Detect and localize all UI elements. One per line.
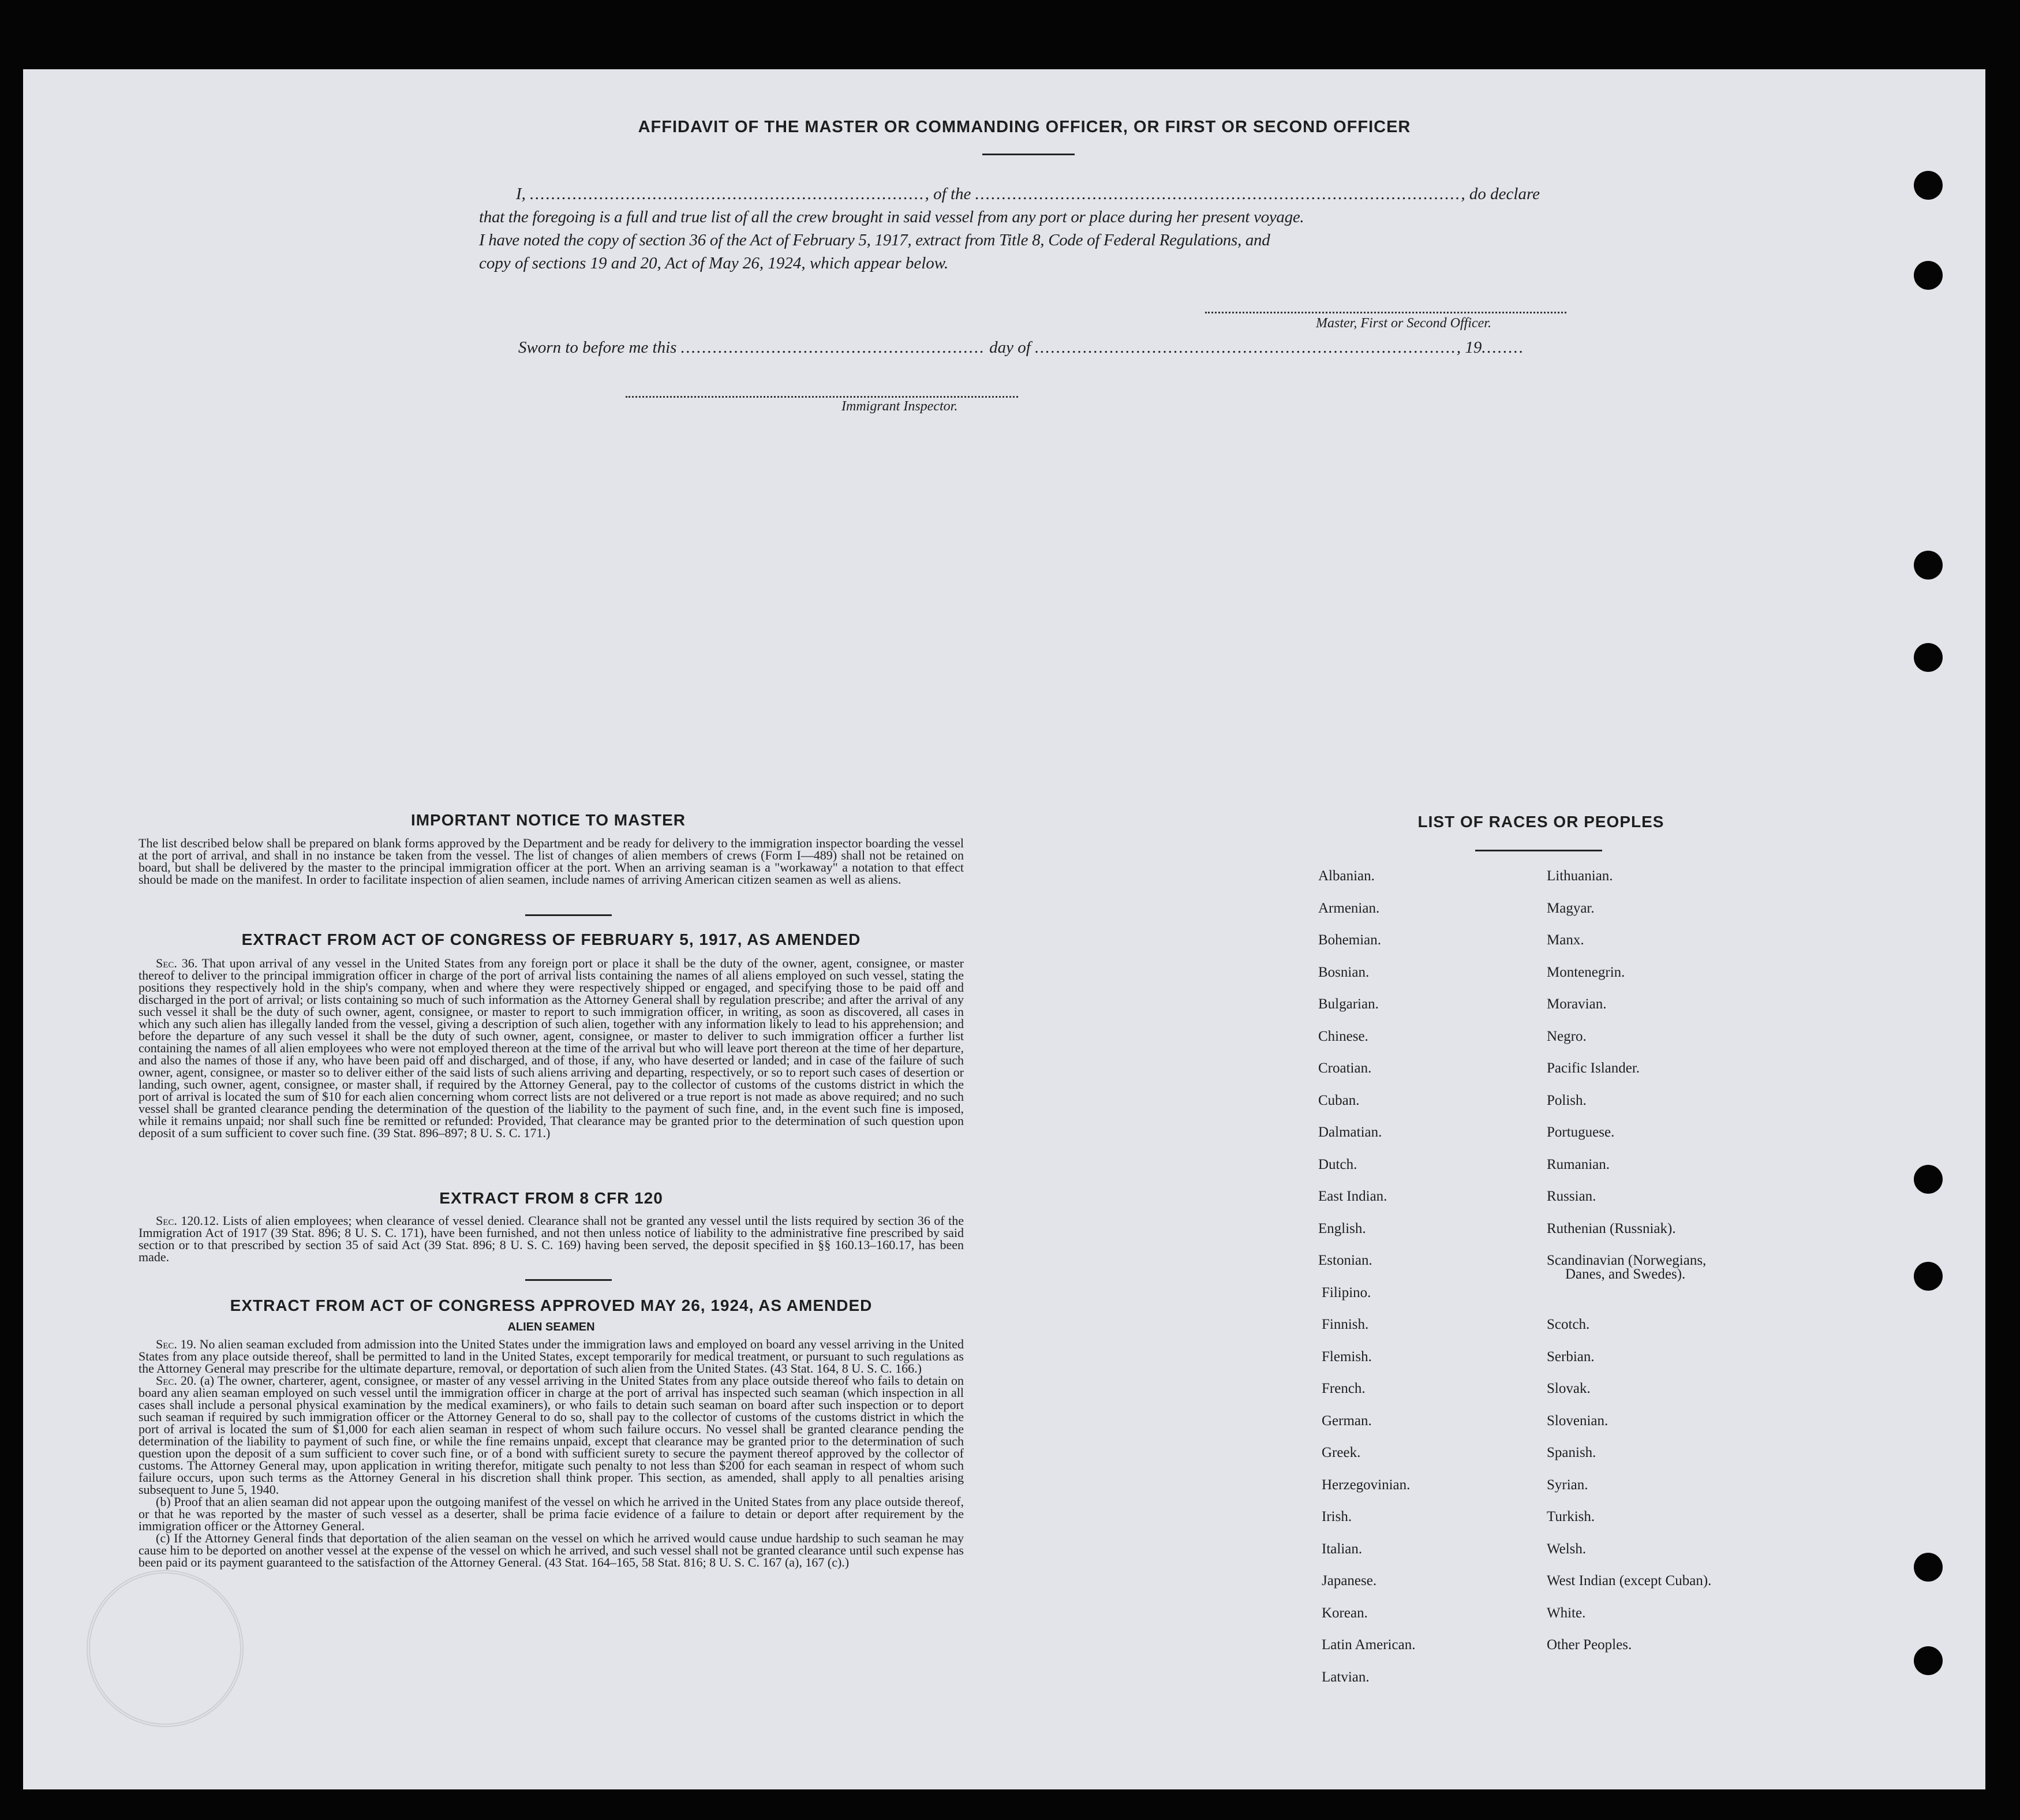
race-item: Welsh.	[1547, 1541, 1587, 1557]
race-item: Japanese.	[1322, 1573, 1377, 1589]
race-item: Dutch.	[1318, 1157, 1357, 1172]
race-item: Ruthenian (Russniak).	[1547, 1221, 1676, 1236]
race-item: Pacific Islander.	[1547, 1060, 1640, 1076]
sworn-line	[518, 336, 1524, 359]
declarant-prefix: I,	[516, 185, 526, 203]
inspector-label: Immigrant Inspector.	[841, 399, 958, 414]
sec19-paragraph	[139, 1338, 964, 1374]
cfr-rule	[525, 1279, 612, 1281]
race-item: Syrian.	[1547, 1477, 1588, 1493]
punch-hole	[1914, 1165, 1943, 1194]
race-item: Herzegovinian.	[1322, 1477, 1411, 1493]
race-item: Bosnian.	[1318, 965, 1370, 980]
master-signature-label: Master, First or Second Officer.	[1316, 316, 1491, 331]
race-item: Scotch.	[1547, 1317, 1590, 1332]
race-item: Chinese.	[1318, 1029, 1368, 1044]
title-rule	[982, 154, 1075, 155]
alien-seamen-subtitle: ALIEN SEAMEN	[507, 1321, 595, 1333]
race-item: Scandinavian (Norwegians,	[1547, 1253, 1707, 1268]
race-item: Finnish.	[1322, 1317, 1369, 1332]
sworn-day-of: day of	[989, 338, 1031, 357]
sworn-year-field[interactable]: ........	[1482, 338, 1525, 357]
declaration-line-4: copy of sections 19 and 20, Act of May 26, 1924, which appear below.	[479, 254, 949, 272]
race-item: Polish.	[1547, 1093, 1587, 1108]
sec120-label: Sec. 120.12.	[156, 1213, 219, 1228]
race-item: German.	[1322, 1413, 1372, 1429]
sec20a-text: (a) The owner, charterer, agent, consignee, or master of any vessel arriving in the United States from any place outside thereof who fails to detain on board any alien seaman employed on such vessel until the immigration officer in charge at the port of arrival has inspected such seaman (which inspection in all cases shall include a personal physical examination by the medical examiners), or who fails to detain such seaman on board after such inspection or to deport such seaman if required by such immigration officer or the Attorney General to do so, shall pay to the collector of customs of the customs district in which the port of arrival is located the sum of $1,000 for each alien seaman in respect of whom such failure occurs. No vessel shall be granted clearance pending the determination of the liability to payment of such fine, or while the fine remains unpaid, except that clearance may be granted prior to the determination of such question upon the deposit of a sum sufficient to cover such fine, or of a bond with sufficient surety to secure the payment thereof approved by the collector of customs. The Attorney General may, upon application in writing therefor, mitigate such penalty to not less than $200 for each seaman in respect of whom such failure occurs, upon such terms as the Attorney General in his discretion shall think proper. This section, as amended, shall apply to all penalties arising subsequent to June 5, 1940.	[139, 1373, 964, 1497]
punch-hole	[1914, 551, 1943, 580]
race-item: Lithuanian.	[1547, 868, 1613, 884]
punch-hole	[1914, 1553, 1943, 1582]
sec20-label: Sec. 20.	[156, 1373, 197, 1388]
race-item: Manx.	[1547, 932, 1584, 948]
vessel-name-field[interactable]: ...........................................................................................	[975, 185, 1461, 203]
punch-hole	[1914, 1646, 1943, 1675]
sec19-text: No alien seaman excluded from admission into the United States under the immigration laws and employed on board any vessel arriving in the United States from any place outside thereof, shall be permitted to land in the United States, except temporarily for medical treatment, or pursuant to such regulations as the Attorney General may prescribe for the ultimate departure, removal, or deportation of such alien from the United States. (43 Stat. 164, 8 U. S. C. 166.)	[139, 1337, 964, 1376]
extract-cfr-title: EXTRACT FROM 8 CFR 120	[439, 1189, 663, 1207]
inspector-signature-field[interactable]	[626, 395, 1018, 398]
race-item: Latin American.	[1322, 1637, 1416, 1653]
sworn-prefix: Sworn to before me this	[518, 338, 677, 357]
sec36-text: That upon arrival of any vessel in the United States from any foreign port or place it shall be the duty of the owner, agent, consignee, or master thereof to deliver to the principal immigration officer in charge of the port of arrival lists containing the names of all aliens employed on such vessel, stating the positions they respectively hold in the ship's company, when and where they were respectively shipped or engaged, and specifying those to be paid off and discharged in the port of arrival; or lists containing so much of such information as the Attorney General shall by regulation prescribe; and after the arrival of any such vessel it shall be the duty of such owner, agent, consignee, or master to report to such immigration officer, in writing, as soon as discovered, all cases in which any such alien has illegally landed from the vessel, giving a description of such alien, together with any information likely to lead to his apprehension; and before the departure of any such vessel it shall be the duty of such owner, agent, consignee, or master to deliver to such immigration officer a further list containing the names of all alien employees who were not employed thereon at the time of the arrival but who will leave port thereon at the time of her departure, and also the names of those if any, who have been paid off and discharged, and of those, if any, who have deserted or landed; and in case of the failure of such owner, agent, consignee, or master so to deliver either of the said lists of such aliens arriving and departing, respectively, or so to report such cases of desertion or landing, such owner, agent, consignee, or master shall, if required by the Attorney General, pay to the collector of customs of the customs district in which the port of arrival is located the sum of $10 for each alien concerning whom correct lists are not delivered or a true report is not made as above required; and no such vessel shall be granted clearance pending the determination of the question of the liability to the payment of such fine, and, in the event such fine is imposed, while it remains unpaid; nor shall such fine be remitted or refunded: Provided, That clearance may be granted prior to the determination of such question upon deposit of a sum sufficient to cover such fine. (39 Stat. 896–897; 8 U. S. C. 171.)	[139, 956, 964, 1140]
sec19-label: Sec. 19.	[156, 1337, 196, 1351]
race-item: Irish.	[1322, 1509, 1352, 1524]
race-item: White.	[1547, 1605, 1586, 1621]
race-item: Portuguese.	[1547, 1124, 1615, 1140]
race-item: Serbian.	[1547, 1349, 1595, 1365]
punch-hole	[1914, 643, 1943, 672]
sec36-label: Sec. 36.	[156, 956, 198, 970]
race-item: Bohemian.	[1318, 932, 1382, 948]
race-item: Bulgarian.	[1318, 996, 1379, 1012]
race-item: Turkish.	[1547, 1509, 1595, 1524]
race-item: Cuban.	[1318, 1093, 1360, 1108]
punch-hole	[1914, 171, 1943, 200]
race-item: Slovenian.	[1547, 1413, 1608, 1429]
race-item: Korean.	[1322, 1605, 1368, 1621]
notice-body: The list described below shall be prepared on blank forms approved by the Department and be ready for delivery to the immigration inspector boarding the vessel at the port of arrival, and shall in no instance be taken from the vessel. The list of changes of alien members of crews (Form I—489) shall not be retained on board, but shall be delivered by the master to the principal immigration officer at the port. When an arriving seaman is a "workaway" a notation to that effect should be made on the manifest. In order to facilitate inspection of alien seamen, include names of arriving American citizen seamen as well as aliens.	[139, 836, 964, 887]
declaration-line-3: I have noted the copy of section 36 of the Act of February 5, 1917, extract from Title 8, Code of Federal Regulations, and	[479, 231, 1270, 249]
race-item: Flemish.	[1322, 1349, 1372, 1365]
race-item: Russian.	[1547, 1189, 1596, 1204]
race-item: Other Peoples.	[1547, 1637, 1632, 1653]
race-item: English.	[1318, 1221, 1366, 1236]
race-item: French.	[1322, 1381, 1366, 1396]
punch-hole	[1914, 261, 1943, 290]
race-item: Greek.	[1322, 1445, 1361, 1460]
race-item: Rumanian.	[1547, 1157, 1610, 1172]
race-item: Montenegrin.	[1547, 965, 1625, 980]
race-item: Estonian.	[1318, 1253, 1372, 1268]
race-item: Danes, and Swedes).	[1565, 1266, 1686, 1282]
vessel-prefix: , of the	[925, 185, 971, 203]
sworn-date-field[interactable]: .........................................................	[680, 338, 985, 357]
extract-1917-body	[139, 957, 964, 1139]
punch-hole	[1914, 1262, 1943, 1291]
race-item: Croatian.	[1318, 1060, 1372, 1076]
embossed-seal	[87, 1570, 244, 1727]
race-item: Dalmatian.	[1318, 1124, 1382, 1140]
extract-cfr-body	[139, 1214, 964, 1263]
race-item: Armenian.	[1318, 900, 1380, 916]
sworn-month-field[interactable]: ...............................................................................	[1035, 338, 1457, 357]
declare-suffix: , do declare	[1461, 185, 1540, 203]
sec20b-text: (b) Proof that an alien seaman did not appear upon the outgoing manifest of the vessel on which he arrived in the United States from any place outside thereof, or that he was reported by the master of such vessel as a deserter, shall be prima facie evidence of a failure to detain or deport after requirement by the immigration officer or the Attorney General.	[139, 1494, 964, 1533]
race-item: Negro.	[1547, 1029, 1587, 1044]
race-item: Magyar.	[1547, 900, 1595, 916]
races-rule	[1475, 850, 1602, 851]
declarant-name-field[interactable]: ..........................................................................	[530, 185, 925, 203]
race-item: Filipino.	[1322, 1285, 1371, 1300]
race-item: Italian.	[1322, 1541, 1363, 1557]
race-item: Latvian.	[1322, 1669, 1370, 1685]
race-item: Spanish.	[1547, 1445, 1596, 1460]
extract-1924-body	[139, 1338, 964, 1568]
race-item: East Indian.	[1318, 1189, 1387, 1204]
extract-1917-title: EXTRACT FROM ACT OF CONGRESS OF FEBRUARY 5, 1917, AS AMENDED	[241, 930, 861, 948]
notice-title: IMPORTANT NOTICE TO MASTER	[410, 811, 686, 829]
extract-1924-title: EXTRACT FROM ACT OF CONGRESS APPROVED MAY 26, 1924, AS AMENDED	[230, 1296, 873, 1314]
sec120-text: Lists of alien employees; when clearance of vessel denied. Clearance shall not be granted any vessel until the lists required by section 36 of the Immigration Act of 1917 (39 Stat. 896; 8 U. S. C. 171), have been furnished, and not then unless notice of liability to the administrative fine prescribed by said section or to that prescribed by section 35 of said Act (39 Stat. 896; 8 U. S. C. 169) having been served, the deposit specified in §§ 160.13–160.17, has been made.	[139, 1213, 964, 1264]
declaration-line-1	[516, 182, 1566, 205]
sec20a-paragraph	[139, 1374, 964, 1496]
race-item: Moravian.	[1547, 996, 1607, 1012]
race-item: Slovak.	[1547, 1381, 1591, 1396]
race-item: Albanian.	[1318, 868, 1375, 884]
sworn-year: , 19	[1456, 338, 1482, 357]
declaration-line-2: that the foregoing is a full and true list of all the crew brought in said vessel from any port or place during her present voyage.	[479, 208, 1304, 226]
sec20c-text: (c) If the Attorney General finds that deportation of the alien seaman on the vessel on which he arrived would cause undue hardship to such seaman he may cause him to be deported on another vessel at the expense of the vessel on which he arrived, and such vessel shall not be granted clearance until such expense has been paid or its payment guaranteed to the satisfaction of the Attorney General. (43 Stat. 164–165, 58 Stat. 816; 8 U. S. C. 167 (a), 167 (c).)	[139, 1531, 964, 1569]
races-title: LIST OF RACES OR PEOPLES	[1417, 813, 1664, 831]
race-item: West Indian (except Cuban).	[1547, 1573, 1712, 1589]
affidavit-title: AFFIDAVIT OF THE MASTER OR COMMANDING OFFICER, OR FIRST OR SECOND OFFICER	[638, 118, 1411, 136]
notice-rule	[525, 914, 612, 916]
